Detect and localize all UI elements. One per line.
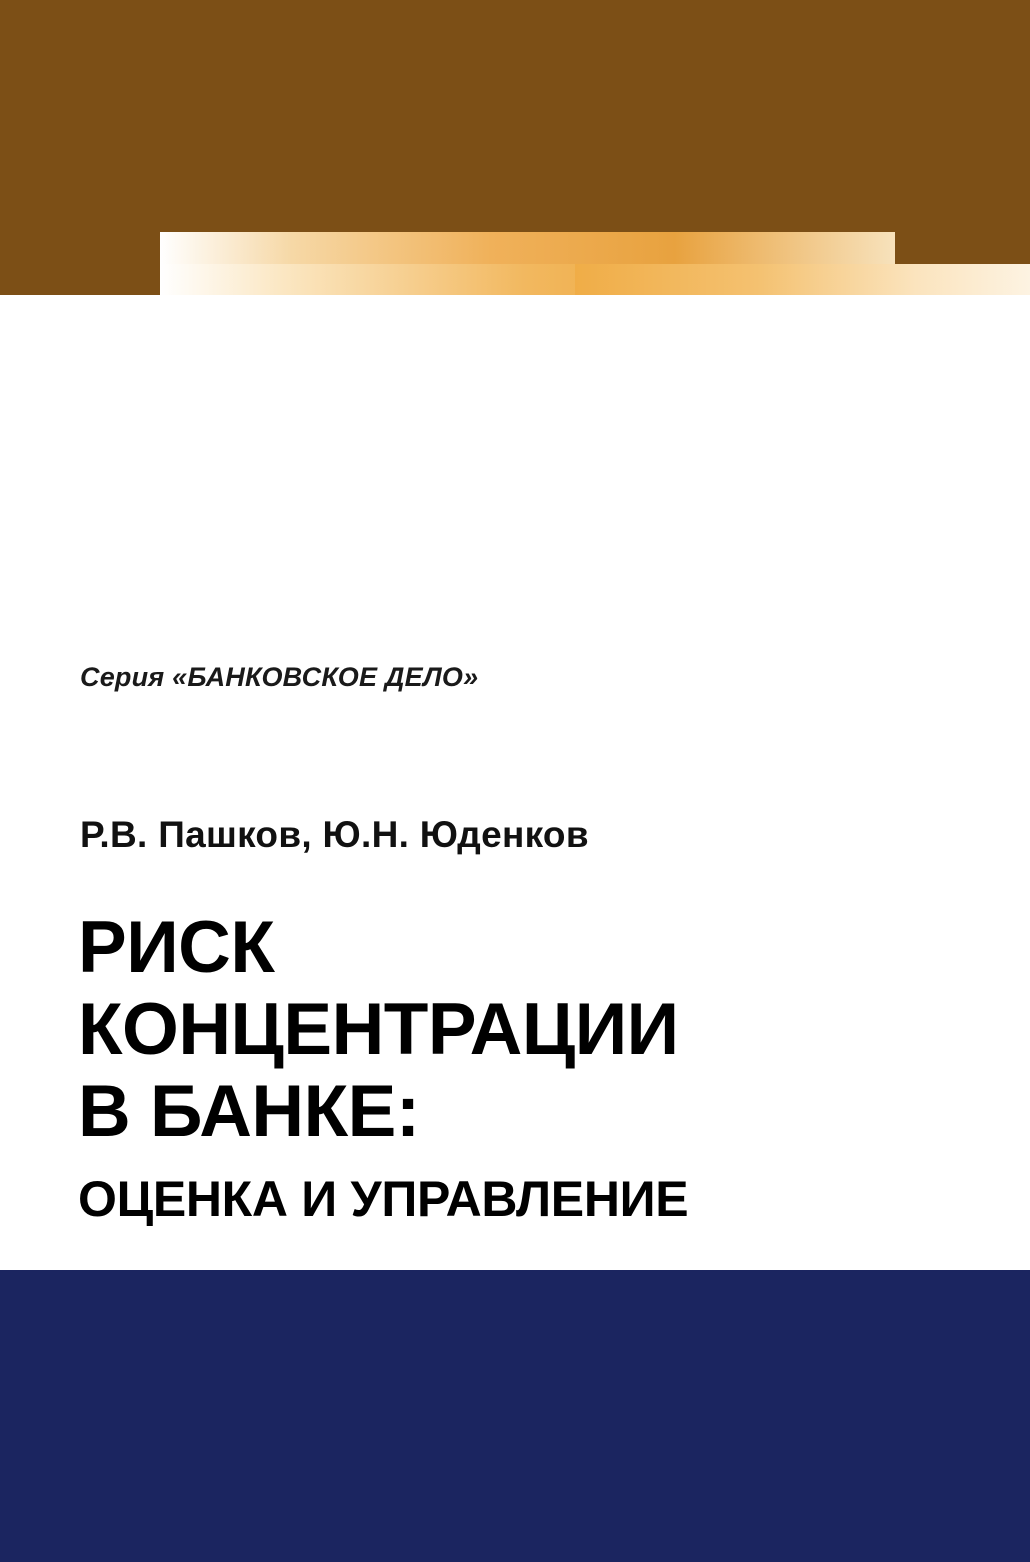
subtitle-line: ОЦЕНКА И УПРАВЛЕНИЕ	[78, 1171, 689, 1227]
bottom-navy-band	[0, 1270, 1030, 1562]
cover-body	[0, 295, 1030, 1270]
series-label: Серия «БАНКОВСКОЕ ДЕЛО»	[80, 662, 479, 692]
title-block	[78, 907, 958, 1227]
title-line-2: КОНЦЕНТРАЦИИ	[78, 989, 679, 1070]
title-line-1: РИСК	[78, 907, 275, 988]
decorative-stripe-upper	[160, 232, 895, 264]
top-brown-band	[0, 0, 1030, 295]
title-line-3: В БАНКЕ:	[78, 1071, 420, 1152]
decorative-stripe-lower-right	[575, 264, 1030, 295]
authors-line: Р.В. Пашков, Ю.Н. Юденков	[80, 814, 589, 855]
